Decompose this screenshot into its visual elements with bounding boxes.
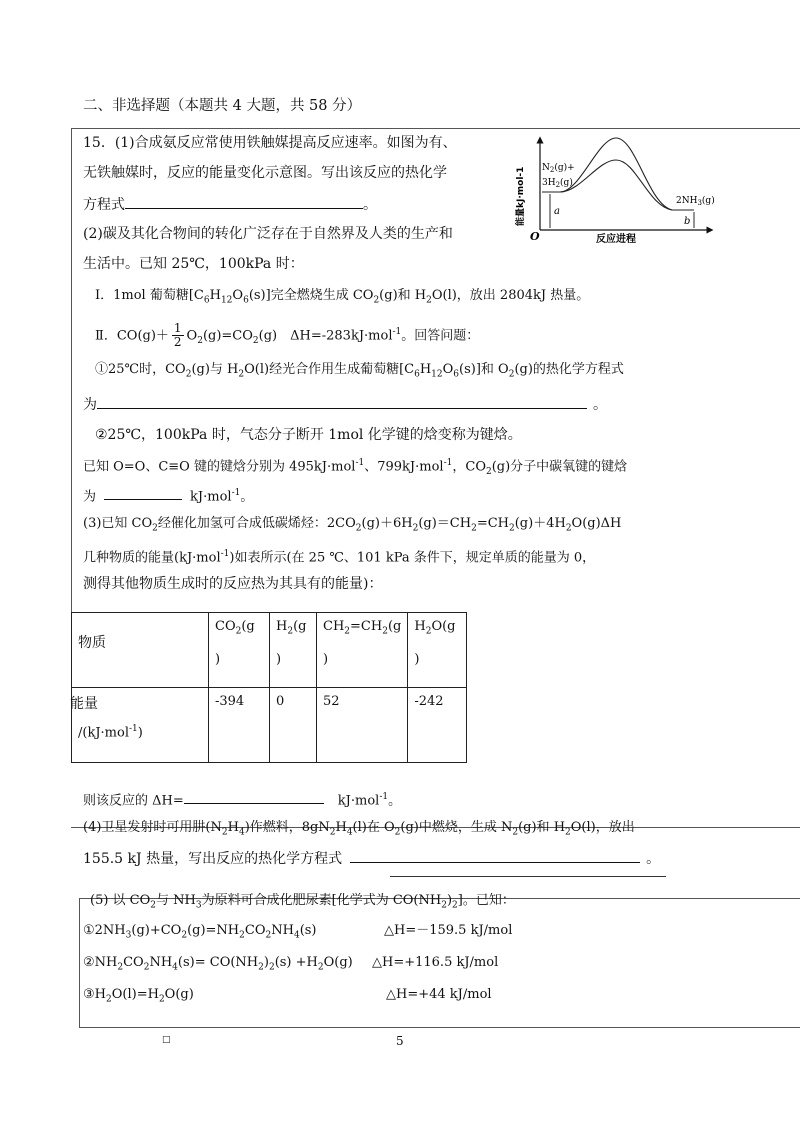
q15-p4-line2-text: 155.5 kJ 热量，写出反应的热化学方程式: [83, 851, 343, 867]
answer-blank-4[interactable]: [184, 789, 324, 804]
label-b: b: [684, 216, 691, 227]
q15-p4-end: 。: [646, 851, 661, 867]
q15-sub1-line2: [83, 394, 607, 415]
q15-p1-end: 。: [363, 197, 377, 213]
table-cell: $H_2(g$ ): [270, 613, 317, 688]
product-label: $2NH_3(g)$: [676, 196, 715, 207]
table-cell: $H_2O(g$ ): [408, 613, 467, 688]
answer-blank-2[interactable]: [97, 394, 587, 409]
table-cell-header: 物质: [72, 613, 209, 688]
eq2-left: $②NH_2CO_2NH_4(s)= CO(NH_2)_2(s) +H_2O(g)$: [83, 955, 353, 973]
q15-p3-after: 则该反应的 ΔH= kJ·mol$^{-1}$。: [83, 787, 401, 811]
eq1-left: $①2NH_3(g)+CO_2(g)=NH_2CO_2NH_4(s)$: [83, 923, 317, 941]
q15-p1-line3: [83, 194, 377, 215]
x-axis-label: 反应进程: [596, 234, 636, 245]
q15-item2: Ⅱ．CO(g)＋ $\frac{1}{2}$ $O_2(g)=CO_2(g)$ ΔH=-283kJ·mol$^{-1}$。回答问题：: [95, 321, 480, 350]
section-header: 二、非选择题（本题共 4 大题，共 58 分）: [83, 98, 362, 114]
frame-left-line: [71, 128, 72, 616]
q15-p3-after-pre: 则该反应的 ΔH=: [83, 793, 184, 809]
eq3-right: △H=+44 kJ/mol: [386, 987, 492, 1002]
q15-sub1-line2-text: 为: [83, 397, 97, 413]
table-cell: $CH_2=CH_2(g$ ): [317, 613, 408, 688]
y-axis-label: 能量kJ·mol-1: [516, 166, 526, 226]
page-number: 5: [396, 1034, 404, 1048]
table-cell: 52: [317, 688, 408, 763]
q15-p3-line2: 几种物质的能量(kJ·mol$^{-1}$)如表所示(在 25 ℃、101 kPa 条件下，规定单质的能量为 0，: [83, 549, 596, 566]
table-cell: 0: [270, 688, 317, 763]
frame-q5-bottom-line: [79, 1027, 800, 1028]
table-cell: -394: [209, 688, 270, 763]
table-cell: -242: [408, 688, 467, 763]
eq1-right: △H=－159.5 kJ/mol: [384, 923, 513, 938]
energy-diagram: [518, 134, 718, 246]
table-row: [72, 688, 467, 763]
small-square-mark: □: [162, 1035, 171, 1045]
answer-blank-1[interactable]: [125, 194, 363, 209]
table-cell: $CO_2(g$ ): [209, 613, 270, 688]
q15-sub1-end: 。: [593, 397, 607, 413]
q15-p3-line3: 测得其他物质生成时的反应热为其具有的能量)：: [83, 576, 383, 592]
double-underline: [390, 876, 666, 877]
eq2-right: △H=+116.5 kJ/mol: [372, 955, 499, 970]
q15-p1-line2: 无铁触媒时，反应的能量变化示意图。写出该反应的热化学: [83, 165, 447, 181]
q15-item1: Ⅰ．1mol 葡萄糖$[C_6H_{12}O_6(s)]$完全燃烧生成 $CO_2(g)$和 $H_2O(l)$，放出 2804kJ 热量。: [95, 288, 590, 306]
origin-label: O: [530, 230, 540, 243]
q15-sub2-line3-pre: 为: [83, 489, 97, 505]
q15-p5-line1: (5) 以 $CO_2$与 $NH_3$为原料可合成化肥尿素[化学式为 $CO(NH_2)_2$]。已知：: [90, 893, 515, 911]
answer-blank-3[interactable]: [104, 485, 182, 500]
table-row: [72, 613, 467, 688]
q15-p4-line1: (4)卫星发射时可用肼$(N_2H_4)$作燃料，$8gN_2H_4(l)$在 $O_2(g)$中燃烧，生成 $N_2(g)$和 $H_2O(l)$，放出: [83, 820, 635, 838]
q15-p4-line2: [83, 848, 660, 869]
q15-p1-line1: 15．(1)合成氨反应常使用铁触媒提高反应速率。如图为有、: [83, 135, 457, 151]
q15-sub2-line3: 为 kJ·mol$^{-1}$。: [83, 483, 253, 507]
fraction-half: $\frac{1}{2}$: [173, 321, 182, 350]
q15-p1-line3-text: 方程式: [83, 197, 125, 213]
q15-sub2-line2: 已知 O=O、C≡O 键的键焓分别为 495kJ·mol$^{-1}$、799kJ·mol$^{-1}$，$CO_2(g)$分子中碳氧键的键焓: [83, 458, 628, 477]
q15-sub2-line1: ②25℃，100kPa 时，气态分子断开 1mol 化学键的焓变称为键焓。: [95, 427, 522, 443]
eq3-left: $③H_2O(l)=H_2O(g)$: [83, 987, 194, 1005]
q15-sub1-line1: ①25℃时，$CO_2(g)$与 $H_2O(l)$经光合作用生成葡萄糖$[C_6H_{12}O_6(s)]$和 $O_2(g)$的热化学方程式: [95, 362, 624, 380]
q15-p3-line1: (3)已知 $CO_2$经催化加氢可合成低碳烯烃：$2CO_2(g)+6H_2(g)=CH_2=CH_2(g)+4H_2O(g)\Delta H$: [83, 516, 622, 534]
q15-p2-line2: 生活中。已知 25℃，100kPa 时：: [83, 256, 304, 272]
reactant-label-1: $N_2(g)+$: [542, 163, 575, 174]
q15-p2-line1: (2)碳及其化合物间的转化广泛存在于自然界及人类的生产和: [83, 226, 453, 242]
curve-without-catalyst: [542, 138, 694, 210]
frame-top-line: [71, 128, 800, 129]
frame-q5-left-line: [79, 898, 80, 1028]
reactant-label-2: $3H_2(g)$: [542, 178, 573, 189]
answer-blank-5[interactable]: [350, 848, 640, 863]
label-a: a: [554, 206, 560, 217]
energy-table: [71, 612, 467, 763]
table-cell-header: 能量 /(kJ·mol$^{-1}$): [72, 688, 209, 763]
